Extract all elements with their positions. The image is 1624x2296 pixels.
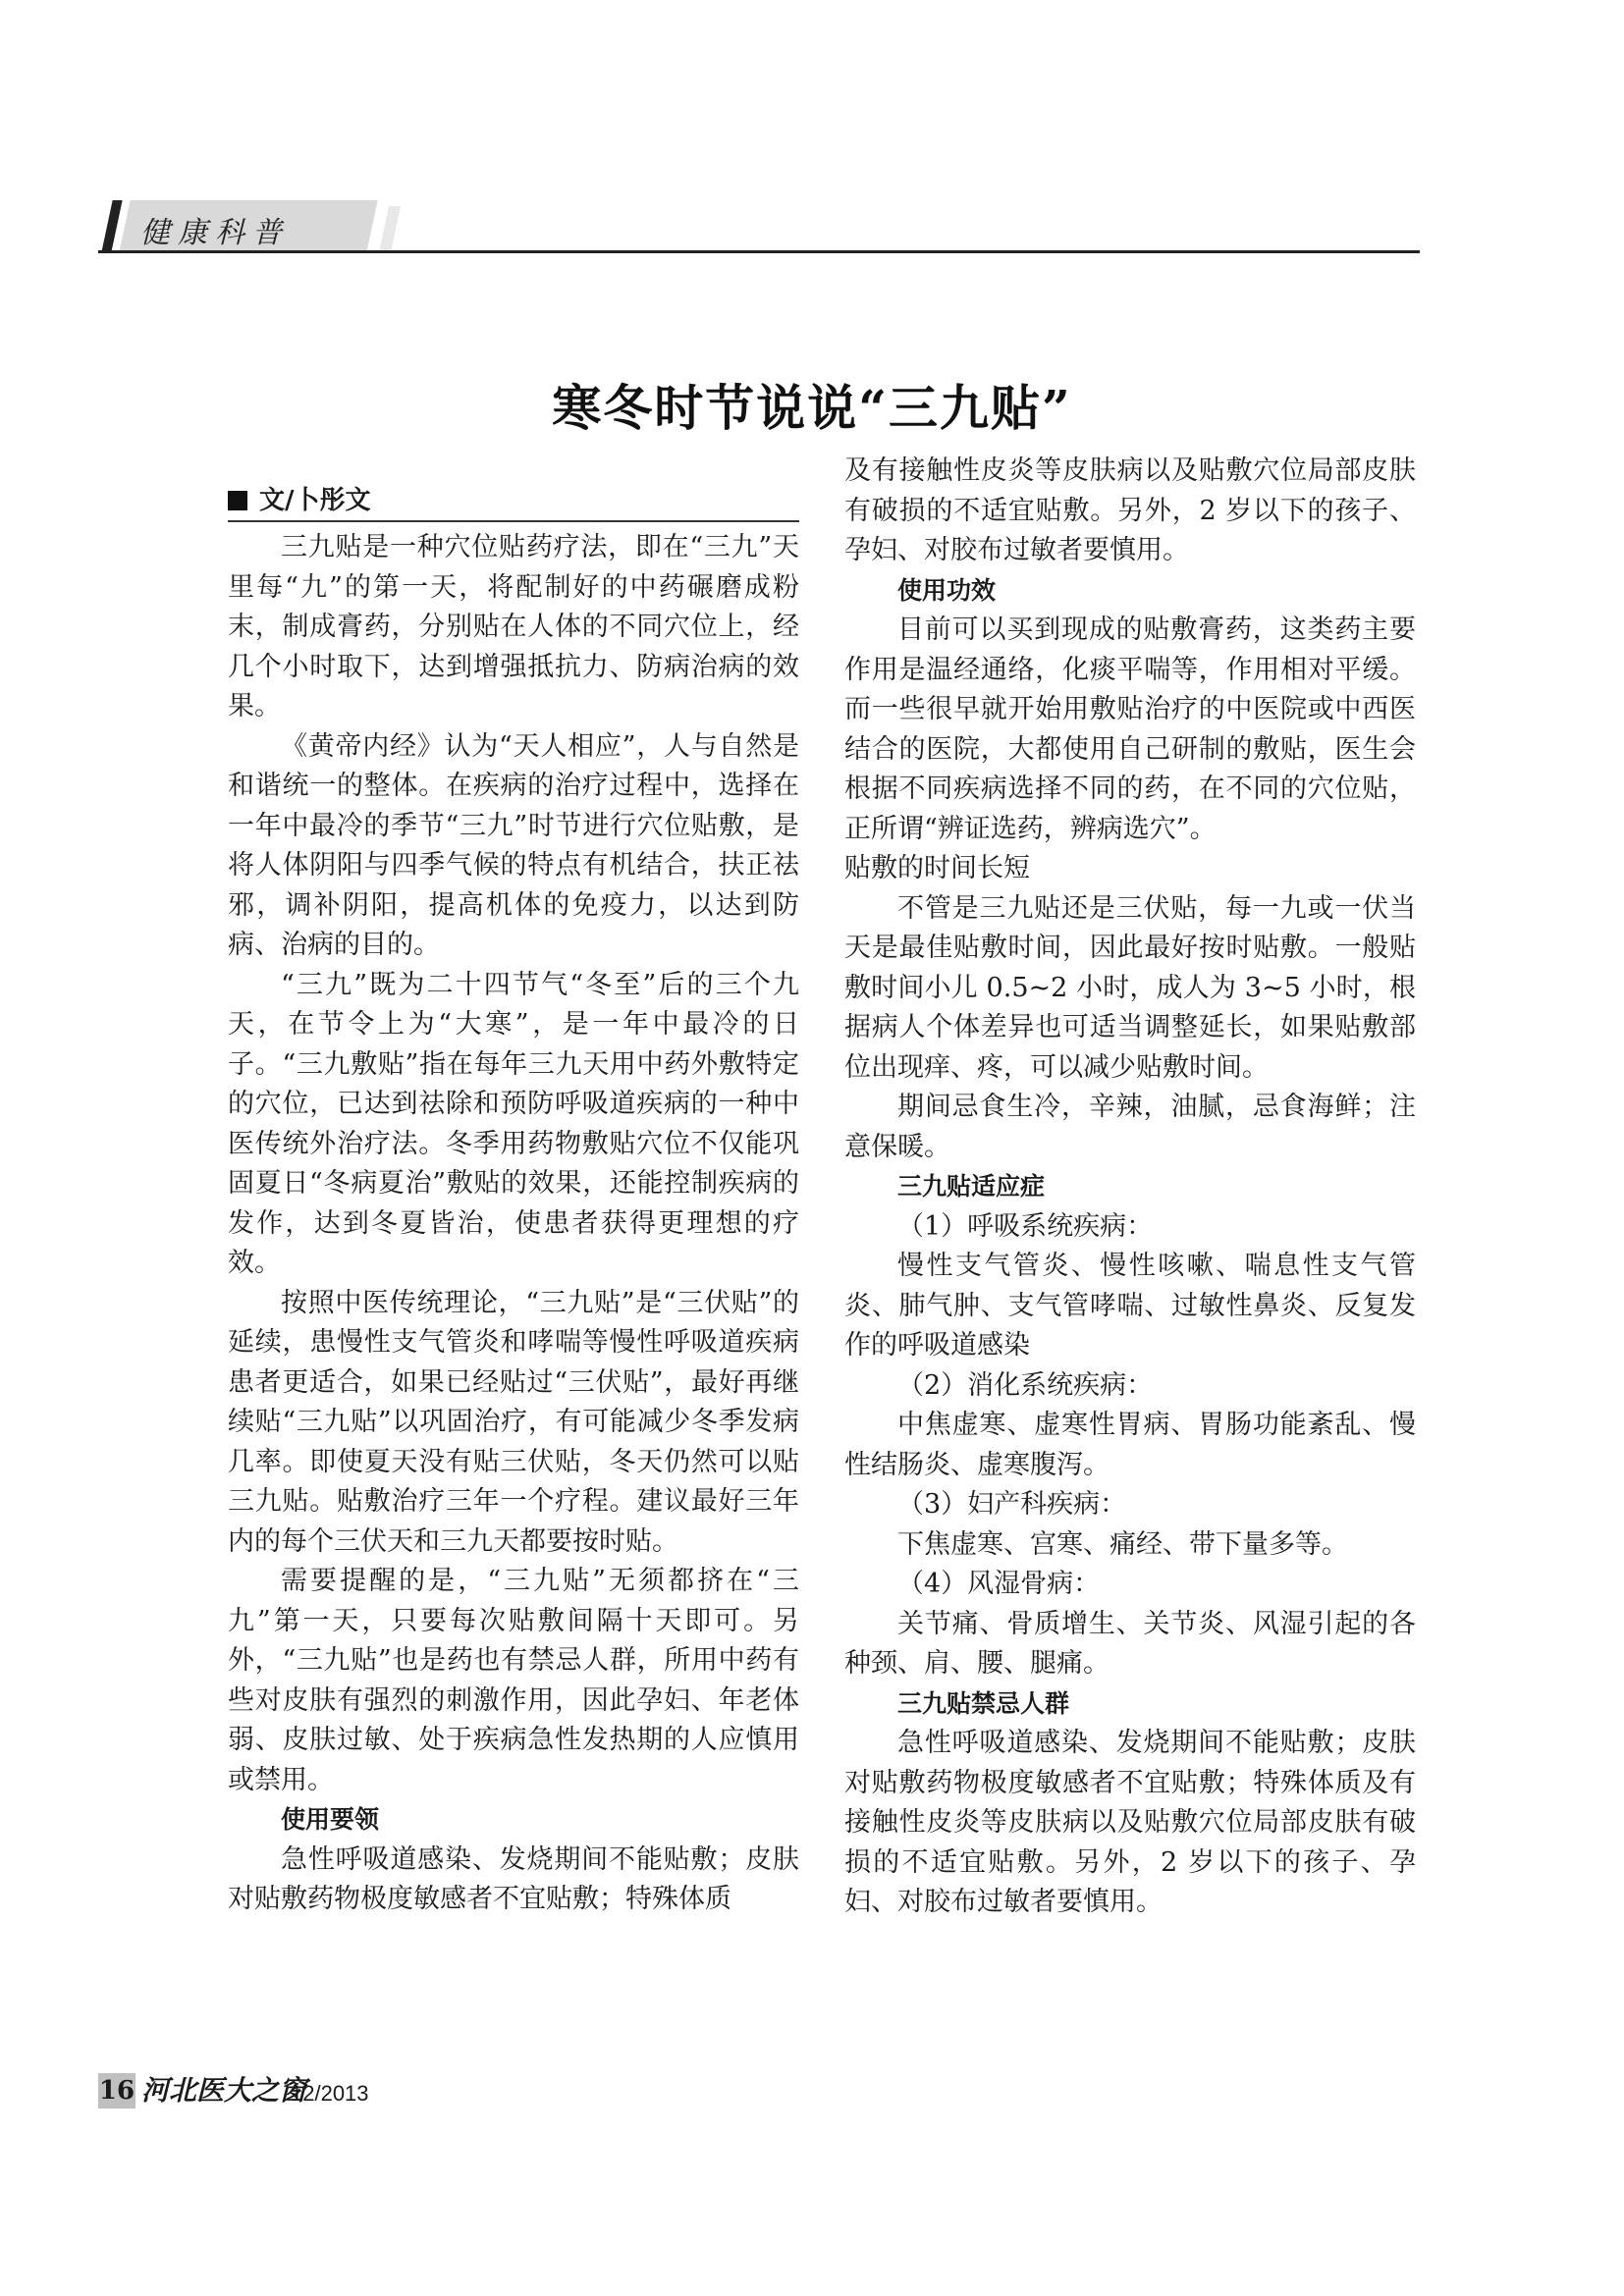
right-column <box>844 452 1416 1923</box>
paragraph: 急性呼吸道感染、发烧期间不能贴敷；皮肤对贴敷药物极度敏感者不宜贴敷；特殊体质 <box>228 1843 799 1914</box>
indication-text: 下焦虚寒、宫寒、痛经、带下量多等。 <box>897 1528 1348 1560</box>
byline <box>228 481 799 522</box>
paragraph: 期间忌食生冷，辛辣，油腻，忌食海鲜；注意保暖。 <box>844 1092 1416 1162</box>
byline-square-icon <box>228 491 247 510</box>
indication-text: 中焦虚寒、虚寒性胃病、胃肠功能紊乱、慢性结肠炎、虚寒腹泻。 <box>844 1410 1416 1480</box>
header-rule <box>98 250 1420 253</box>
subheading-effect: 使用功效 <box>897 575 997 605</box>
subheading-usage: 使用要领 <box>281 1805 380 1834</box>
paragraph-continued: 及有接触性皮炎等皮肤病以及贴敷穴位局部皮肤有破损的不适宜贴敷。另外，2 岁以下的孩子、孕妇、对胶布过敏者要慎用。 <box>844 455 1416 565</box>
article-title: 寒冬时节说说“三九贴” <box>552 379 1072 437</box>
issue-date: 12/2013 <box>291 2081 369 2106</box>
indication-heading: （3）妇产科疾病： <box>897 1489 1127 1520</box>
subheading-indications: 三九贴适应症 <box>897 1172 1046 1201</box>
page-number: 16 <box>98 2073 135 2109</box>
indication-text: 慢性支气管炎、慢性咳嗽、喘息性支气管炎、肺气肿、支气管哮喘、过敏性鼻炎、反复发作的呼吸道感染 <box>844 1251 1416 1361</box>
paragraph: 急性呼吸道感染、发烧期间不能贴敷；皮肤对贴敷药物极度敏感者不宜贴敷；特殊体质及有接触性皮炎等皮肤病以及贴敷穴位局部皮肤有破损的不适宜贴敷。另外，2 岁以下的孩子、孕妇、对胶布过敏者要慎用。 <box>844 1728 1416 1917</box>
indication-text: 关节痛、骨质增生、关节炎、风湿引起的各种颈、肩、腰、腿痛。 <box>844 1608 1416 1679</box>
paragraph: 《黄帝内经》认为“天人相应”，人与自然是和谐统一的整体。在疾病的治疗过程中，选择在一年中最冷的季节“三九”时节进行穴位贴敷，是将人体阴阳与四季气候的特点有机结合，扶正祛邪，调补阴阳，提高机体的免疫力，以达到防病、治病的目的。 <box>228 730 799 960</box>
paragraph: 需要提醒的是，“三九贴”无须都挤在“三九”第一天，只要每次贴敷间隔十天即可。另外，“三九贴”也是药也有禁忌人群，所用中药有些对皮肤有强烈的刺激作用，因此孕妇、年老体弱、皮肤过敏、处于疾病急性发热期的人应慎用或禁用。 <box>228 1566 799 1795</box>
section-header <box>93 200 1419 255</box>
header-accent-tail <box>379 206 401 252</box>
header-accent-bar <box>101 200 122 252</box>
indication-heading: （2）消化系统疾病： <box>897 1369 1154 1401</box>
subheading-duration: 贴敷的时间长短 <box>844 853 1030 883</box>
left-column <box>228 481 799 1920</box>
journal-name: 河北医大之窗 <box>141 2074 307 2107</box>
paragraph: “三九”既为二十四节气“冬至”后的三个九天，在节令上为“大寒”，是一年中最冷的日子。“三九敷贴”指在每年三九天用中药外敷特定的穴位，已达到祛除和预防呼吸道疾病的一种中医传统外治疗法。冬季用药物敷贴穴位不仅能巩固夏日“冬病夏治”敷贴的效果，还能控制疾病的发作，达到冬夏皆治，使患者获得更理想的疗效。 <box>228 969 799 1278</box>
indication-heading: （1）呼吸系统疾病： <box>897 1210 1154 1242</box>
paragraph: 三九贴是一种穴位贴药疗法，即在“三九”天里每“九”的第一天，将配制好的中药碾磨成粉末，制成膏药，分别贴在人体的不同穴位上，经几个小时取下，达到增强抵抗力、防病治病的效果。 <box>228 532 799 721</box>
section-label: 健康科普 <box>140 216 290 250</box>
indication-heading: （4）风湿骨病： <box>897 1569 1101 1599</box>
paragraph: 按照中医传统理论，“三九贴”是“三伏贴”的延续，患慢性支气管炎和哮喘等慢性呼吸道疾病患者更适合，如果已经贴过“三伏贴”，最好再继续贴“三九贴”以巩固治疗，有可能减少冬季发病几率。即使夏天没有贴三伏贴，冬天仍然可以贴三九贴。贴敷治疗三年一个疗程。建议最好三年内的每个三伏天和三九天都要按时贴。 <box>228 1287 799 1557</box>
paragraph: 目前可以买到现成的贴敷膏药，这类药主要作用是温经通络，化痰平喘等，作用相对平缓。而一些很早就开始用敷贴治疗的中医院或中西医结合的医院，大都使用自己研制的敷贴，医生会根据不同疾病选择不同的药，在不同的穴位贴，正所谓“辨证选药，辨病选穴”。 <box>844 614 1416 844</box>
byline-text: 文/卜彤文 <box>259 486 371 515</box>
subheading-contraindications: 三九贴禁忌人群 <box>897 1688 1070 1718</box>
paragraph: 不管是三九贴还是三伏贴，每一九或一伏当天是最佳贴敷时间，因此最好按时贴敷。一般贴敷时间小儿 0.5~2 小时，成人为 3~5 小时，根据病人个体差异也可适当调整延长，如果贴敷部位出现痒、疼，可以减少贴敷时间。 <box>844 892 1416 1083</box>
